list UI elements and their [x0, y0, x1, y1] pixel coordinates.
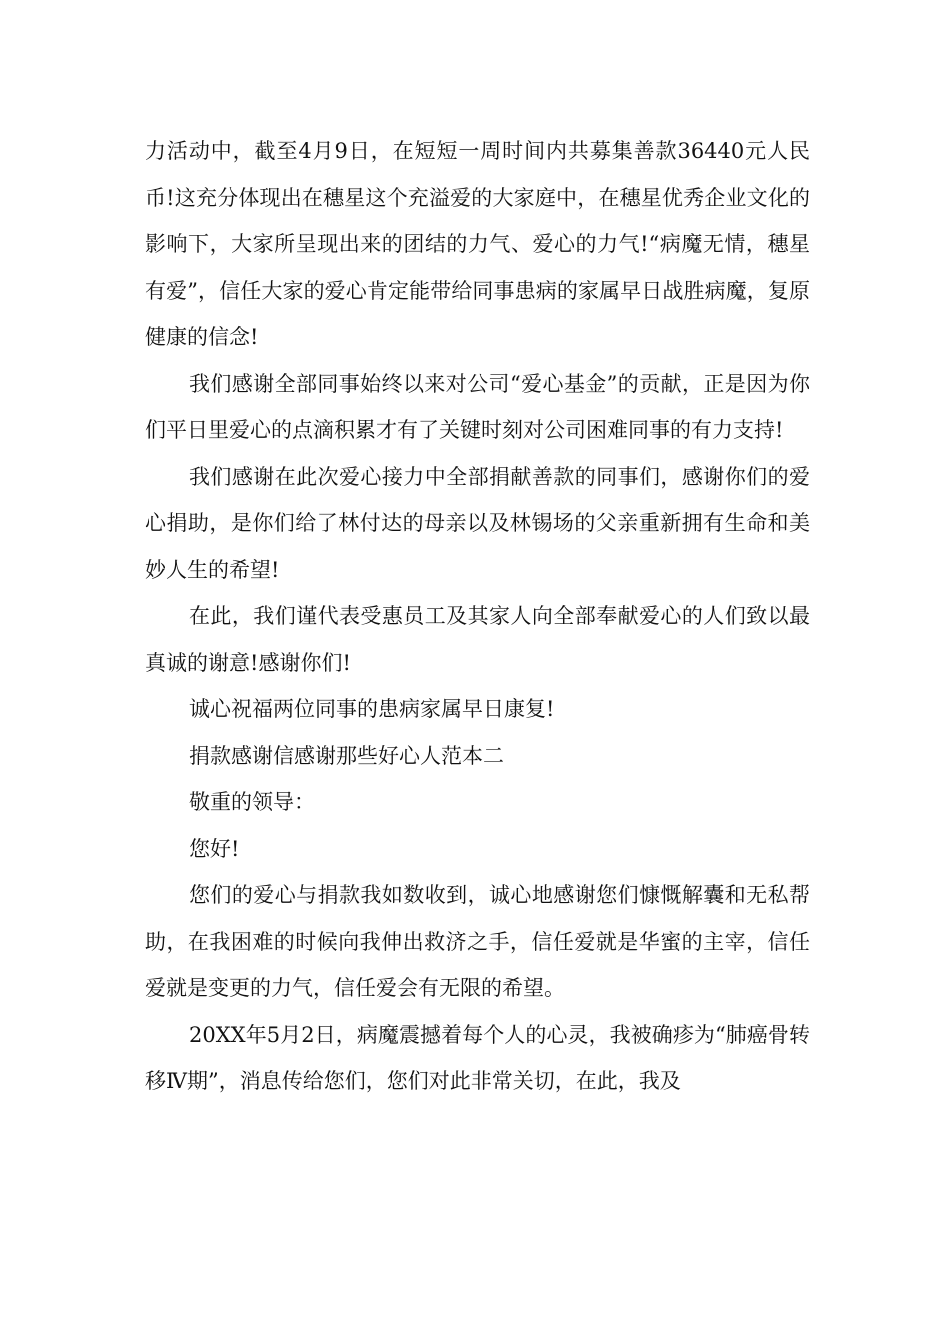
paragraph-blessing: 诚心祝福两位同事的患病家属早日康复!	[189, 697, 555, 721]
section-title-template-two: 捐款感谢信感谢那些好心人范本二	[189, 743, 504, 768]
paragraph-thanks-donors: 我们感谢在此次爱心接力中全部捐献善款的同事们，感谢你们的爱心捐助，是你们给了林付达的母亲以及林锡场的父亲重新拥有生命和美妙人生的希望!	[145, 464, 810, 582]
paragraph-gratitude: 在此，我们谨代表受惠员工及其家人向全部奉献爱心的人们致以最真诚的谢意!感谢你们!	[145, 604, 810, 675]
greeting: 您好!	[189, 836, 240, 861]
salutation: 敬重的领导：	[189, 790, 315, 814]
paragraph-diagnosis: 20XX年5月2日，病魔震撼着每个人的心灵，我被确疹为“肺癌骨转移Ⅳ期”，消息传给您们，您们对此非常关切，在此，我及	[145, 1022, 810, 1093]
paragraph-thanks-love-fund: 我们感谢全部同事始终以来对公司“爱心基金”的贡献，正是因为你们平日里爱心的点滴积累才有了关键时刻对公司困难同事的有力支持!	[145, 371, 810, 442]
paragraph-fundraising-result: 力活动中，截至4月9日，在短短一周时间内共募集善款36440元人民币!这充分体现出在穗星这个充溢爱的大家庭中，在穗星优秀企业文化的影响下，大家所呈现出来的团结的力气、爱心的力气!“病魔无情，穗星有爱”，信任大家的爱心肯定能带给同事患病的家属早日战胜病魔，复原健康的信念!	[145, 139, 810, 349]
document-body	[145, 128, 810, 1105]
paragraph-received-donations: 您们的爱心与捐款我如数收到，诚心地感谢您们慷慨解囊和无私帮助，在我困难的时候向我伸出救济之手，信任爱就是华蜜的主宰，信任爱就是变更的力气，信任爱会有无限的希望。	[145, 883, 810, 1000]
